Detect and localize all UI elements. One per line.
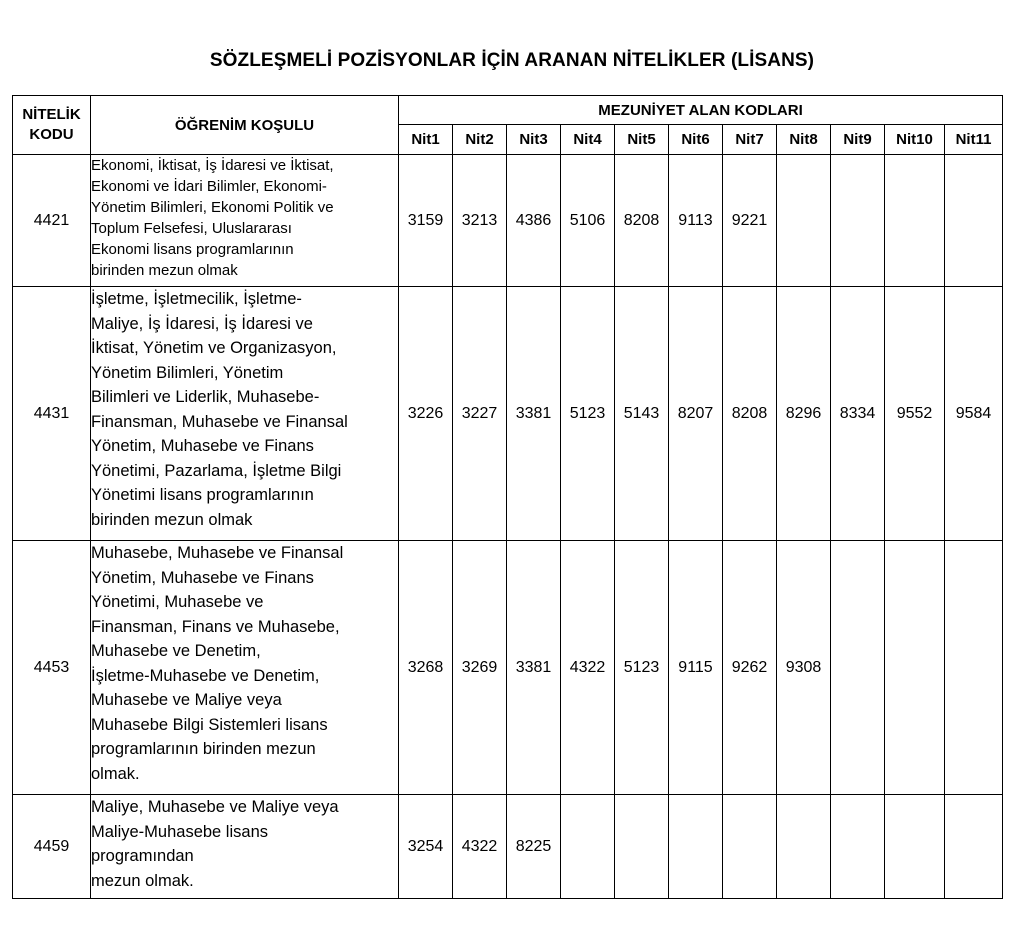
- area-code: [831, 155, 885, 287]
- column-header-nit5: Nit5: [615, 125, 669, 155]
- ogrenim-kosulu-header: ÖĞRENİM KOŞULU: [91, 96, 399, 155]
- column-header-nit11: Nit11: [945, 125, 1003, 155]
- nitelik-code: 4453: [13, 541, 91, 795]
- condition-line: birinden mezun olmak: [91, 262, 238, 279]
- area-code: 9113: [669, 155, 723, 287]
- condition-line: programlarının birinden mezun: [91, 740, 316, 758]
- mezuniyet-alan-kodlari-header: MEZUNİYET ALAN KODLARI: [399, 96, 1003, 125]
- condition-line: Finansman, Muhasebe ve Finansal: [91, 412, 348, 431]
- area-code: 5106: [561, 155, 615, 287]
- column-header-nit8: Nit8: [777, 125, 831, 155]
- column-header-nit1: Nit1: [399, 125, 453, 155]
- area-code: 3213: [453, 155, 507, 287]
- condition-line: Yönetimi, Muhasebe ve: [91, 593, 264, 611]
- table-row: [13, 541, 1003, 795]
- condition-line: Maliye, Muhasebe ve Maliye veya: [91, 798, 339, 816]
- condition-line: Maliye, İş İdaresi, İş İdaresi ve: [91, 314, 313, 333]
- condition-line: Yönetimi lisans programlarının: [91, 486, 314, 504]
- area-code: [945, 795, 1003, 899]
- column-header-nit6: Nit6: [669, 125, 723, 155]
- column-header-nit3: Nit3: [507, 125, 561, 155]
- nitelik-kodu-header-line1: NİTELİK: [22, 106, 81, 123]
- page-title: SÖZLEŞMELİ POZİSYONLAR İÇİN ARANAN NİTELİKLER (LİSANS): [209, 50, 815, 71]
- area-code: 5143: [615, 287, 669, 541]
- area-code: [945, 541, 1003, 795]
- condition-line: İşletme-Muhasebe ve Denetim,: [91, 666, 320, 685]
- area-code: 8225: [507, 795, 561, 899]
- area-code: 3381: [507, 541, 561, 795]
- area-code: 9552: [885, 287, 945, 541]
- condition-line: Ekonomi ve İdari Bilimler, Ekonomi-: [91, 178, 327, 195]
- area-code: 4322: [561, 541, 615, 795]
- education-condition: [91, 155, 399, 287]
- nitelik-kodu-header-line2: KODU: [29, 126, 74, 143]
- condition-line: Toplum Felsefesi, Uluslararası: [91, 220, 292, 237]
- area-code: [777, 155, 831, 287]
- condition-line: Yönetim Bilimleri, Yönetim: [91, 363, 284, 382]
- area-code: 8296: [777, 287, 831, 541]
- condition-line: birinden mezun olmak: [91, 510, 253, 529]
- condition-line: programından: [91, 847, 194, 865]
- area-code: 3159: [399, 155, 453, 287]
- area-code: [831, 541, 885, 795]
- area-code: [885, 795, 945, 899]
- area-code: 9115: [669, 541, 723, 795]
- column-header-nit2: Nit2: [453, 125, 507, 155]
- qualifications-table: [12, 95, 1003, 899]
- nitelik-code: 4459: [13, 795, 91, 899]
- area-code: [777, 795, 831, 899]
- condition-line: Yönetimi, Pazarlama, İşletme Bilgi: [91, 461, 342, 480]
- condition-line: Yönetim, Muhasebe ve Finans: [91, 568, 314, 587]
- condition-line: İktisat, Yönetim ve Organizasyon,: [91, 339, 337, 357]
- nitelik-code: 4431: [13, 287, 91, 541]
- area-code: [831, 795, 885, 899]
- condition-line: İşletme, İşletmecilik, İşletme-: [91, 290, 302, 308]
- area-code: 8334: [831, 287, 885, 541]
- area-code: [561, 795, 615, 899]
- column-header-nit4: Nit4: [561, 125, 615, 155]
- area-code: [669, 795, 723, 899]
- condition-line: Muhasebe Bilgi Sistemleri lisans: [91, 715, 328, 734]
- area-code: 9262: [723, 541, 777, 795]
- education-condition: [91, 795, 399, 899]
- table-row: [13, 155, 1003, 287]
- area-code: [945, 155, 1003, 287]
- column-header-nit7: Nit7: [723, 125, 777, 155]
- education-condition: [91, 287, 399, 541]
- condition-line: Bilimleri ve Liderlik, Muhasebe-: [91, 388, 320, 406]
- area-code: [615, 795, 669, 899]
- area-code: 3381: [507, 287, 561, 541]
- area-code: 3269: [453, 541, 507, 795]
- table-row: [13, 287, 1003, 541]
- table-row: [13, 795, 1003, 899]
- condition-line: Finansman, Finans ve Muhasebe,: [91, 617, 340, 636]
- condition-line: olmak.: [91, 764, 140, 783]
- area-code: 4386: [507, 155, 561, 287]
- condition-line: Ekonomi lisans programlarının: [91, 241, 294, 258]
- area-code: 9221: [723, 155, 777, 287]
- education-condition: [91, 541, 399, 795]
- area-code: 3268: [399, 541, 453, 795]
- area-code: 8208: [723, 287, 777, 541]
- nitelik-code: 4421: [13, 155, 91, 287]
- condition-line: Yönetim Bilimleri, Ekonomi Politik ve: [91, 199, 334, 216]
- area-code: 5123: [615, 541, 669, 795]
- condition-line: Muhasebe ve Maliye veya: [91, 691, 282, 709]
- column-header-nit10: Nit10: [885, 125, 945, 155]
- area-code: 5123: [561, 287, 615, 541]
- area-code: [885, 155, 945, 287]
- condition-line: mezun olmak.: [91, 871, 194, 890]
- area-code: 3226: [399, 287, 453, 541]
- area-code: [885, 541, 945, 795]
- area-code: 3227: [453, 287, 507, 541]
- area-code: 8208: [615, 155, 669, 287]
- area-code: 3254: [399, 795, 453, 899]
- area-code: 8207: [669, 287, 723, 541]
- area-code: 9308: [777, 541, 831, 795]
- column-header-nit9: Nit9: [831, 125, 885, 155]
- condition-line: Ekonomi, İktisat, İş İdaresi ve İktisat,: [91, 157, 334, 174]
- condition-line: Muhasebe, Muhasebe ve Finansal: [91, 544, 344, 562]
- area-code: [723, 795, 777, 899]
- condition-line: Muhasebe ve Denetim,: [91, 642, 261, 660]
- nitelik-kodu-header: [13, 96, 91, 155]
- condition-line: Maliye-Muhasebe lisans: [91, 822, 268, 841]
- condition-line: Yönetim, Muhasebe ve Finans: [91, 437, 314, 455]
- area-code: 9584: [945, 287, 1003, 541]
- area-code: 4322: [453, 795, 507, 899]
